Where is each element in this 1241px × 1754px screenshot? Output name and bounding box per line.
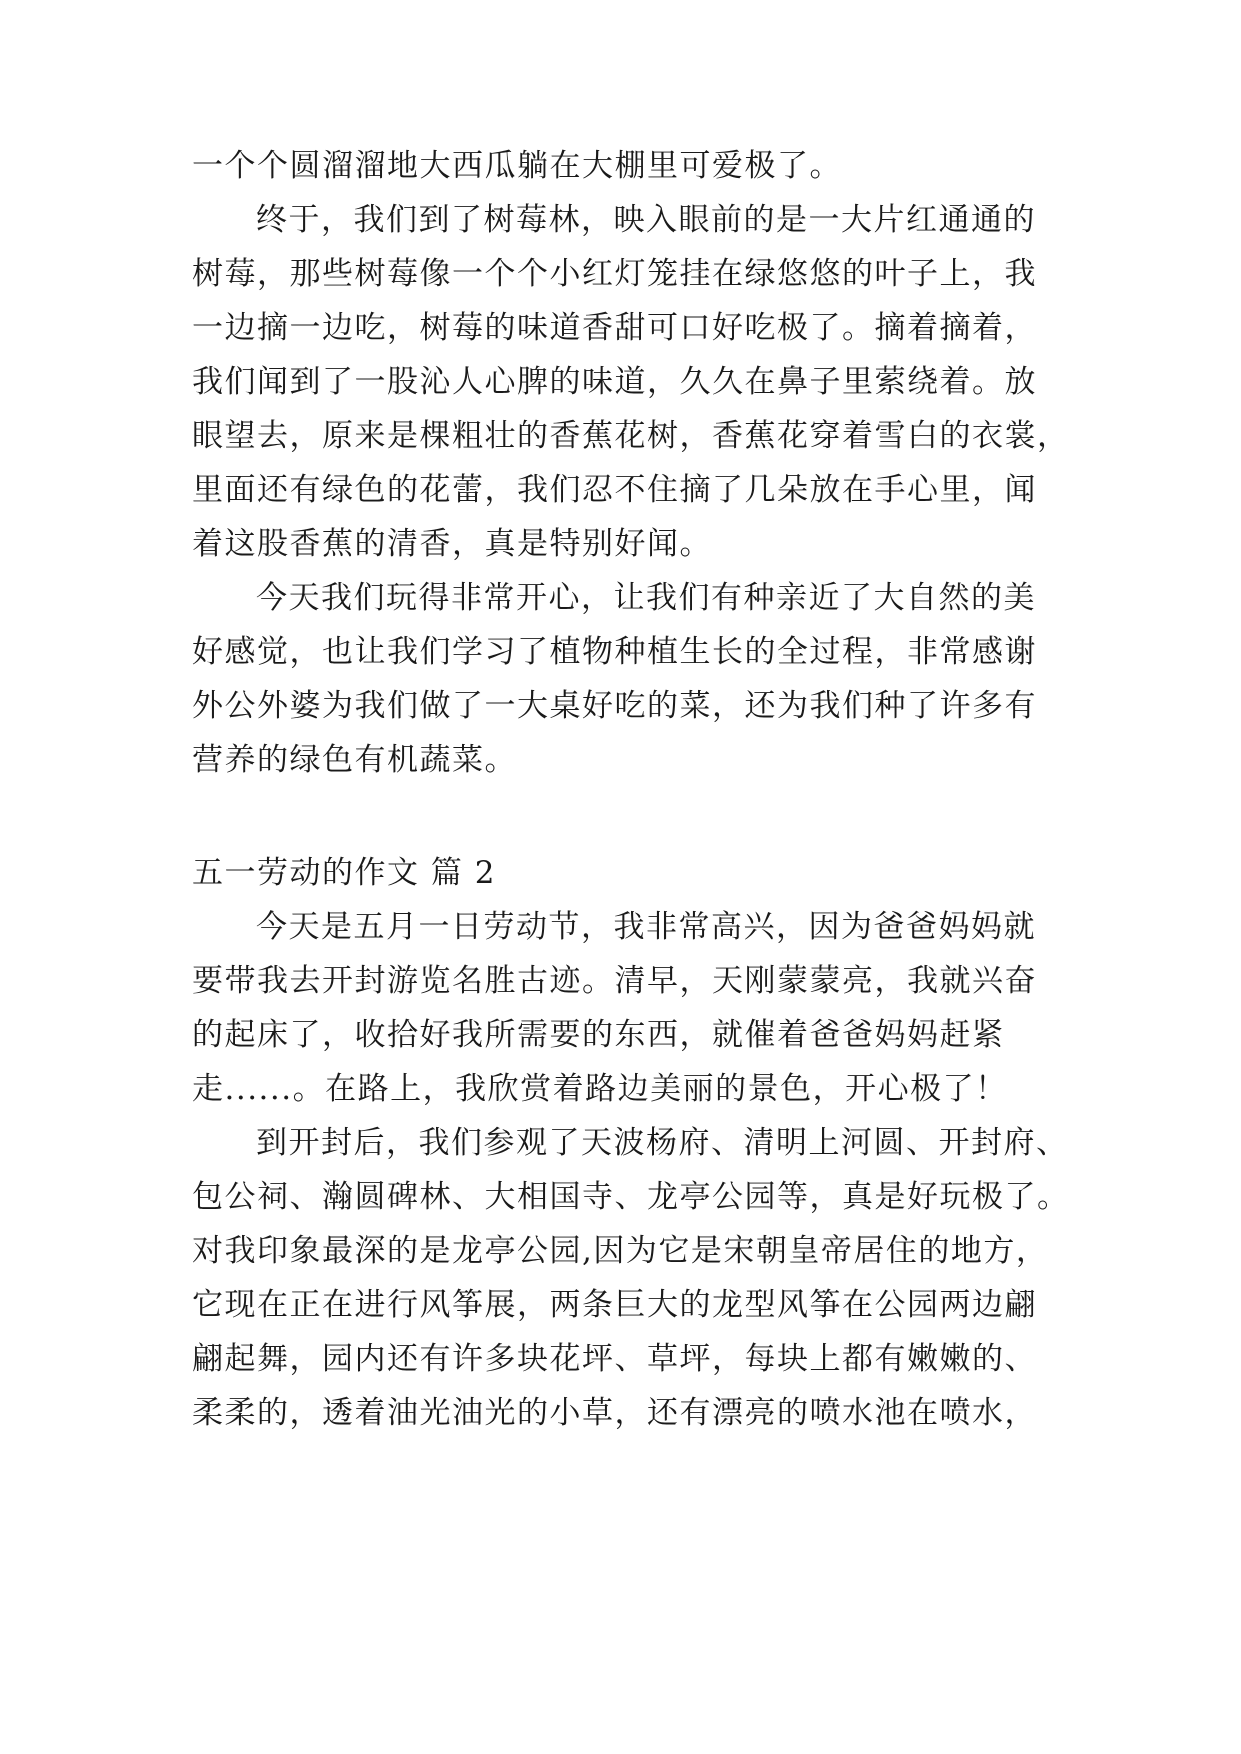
paragraph-start-line: 到开封后，我们参观了天波杨府、清明上河圆、开封府、 bbox=[256, 1125, 1069, 1161]
text-line: 好感觉，也让我们学习了植物种植生长的全过程，非常感谢 bbox=[192, 634, 1037, 670]
text-line: 一个个圆溜溜地大西瓜躺在大棚里可爱极了。 bbox=[192, 148, 842, 184]
text-line: 着这股香蕉的清香，真是特别好闻。 bbox=[192, 526, 712, 562]
text-line: 眼望去，原来是棵粗壮的香蕉花树，香蕉花穿着雪白的衣裳， bbox=[192, 418, 1070, 454]
text-line: 要带我去开封游览名胜古迹。清早，天刚蒙蒙亮，我就兴奋 bbox=[192, 963, 1037, 999]
text-line: 里面还有绿色的花蕾，我们忍不住摘了几朵放在手心里，闻 bbox=[192, 472, 1037, 508]
text-line: 走......。在路上，我欣赏着路边美丽的景色，开心极了！ bbox=[192, 1071, 1008, 1107]
text-line: 它现在正在进行风筝展，两条巨大的龙型风筝在公园两边翩 bbox=[192, 1287, 1037, 1323]
text-line: 树莓，那些树莓像一个个小红灯笼挂在绿悠悠的叶子上，我 bbox=[192, 256, 1037, 292]
paragraph-start-line: 今天我们玩得非常开心，让我们有种亲近了大自然的美 bbox=[256, 580, 1036, 616]
text-line: 营养的绿色有机蔬菜。 bbox=[192, 742, 517, 778]
text-line: 一边摘一边吃，树莓的味道香甜可口好吃极了。摘着摘着， bbox=[192, 310, 1037, 346]
paragraph-start-line: 终于，我们到了树莓林，映入眼前的是一大片红通通的 bbox=[256, 202, 1036, 238]
text-line: 的起床了，收拾好我所需要的东西，就催着爸爸妈妈赶紧 bbox=[192, 1017, 1005, 1053]
section-title: 五一劳动的作文 篇 2 bbox=[192, 855, 496, 891]
text-line: 外公外婆为我们做了一大桌好吃的菜，还为我们种了许多有 bbox=[192, 688, 1037, 724]
paragraph-start-line: 今天是五月一日劳动节，我非常高兴，因为爸爸妈妈就 bbox=[256, 909, 1036, 945]
text-line: 包公祠、瀚圆碑林、大相国寺、龙亭公园等，真是好玩极了。 bbox=[192, 1179, 1070, 1215]
text-line: 我们闻到了一股沁人心脾的味道，久久在鼻子里萦绕着。放 bbox=[192, 364, 1037, 400]
text-line: 柔柔的，透着油光油光的小草，还有漂亮的喷水池在喷水， bbox=[192, 1395, 1037, 1431]
text-line: 对我印象最深的是龙亭公园,因为它是宋朝皇帝居住的地方， bbox=[192, 1233, 1049, 1269]
text-line: 翩起舞，园内还有许多块花坪、草坪，每块上都有嫩嫩的、 bbox=[192, 1341, 1037, 1377]
